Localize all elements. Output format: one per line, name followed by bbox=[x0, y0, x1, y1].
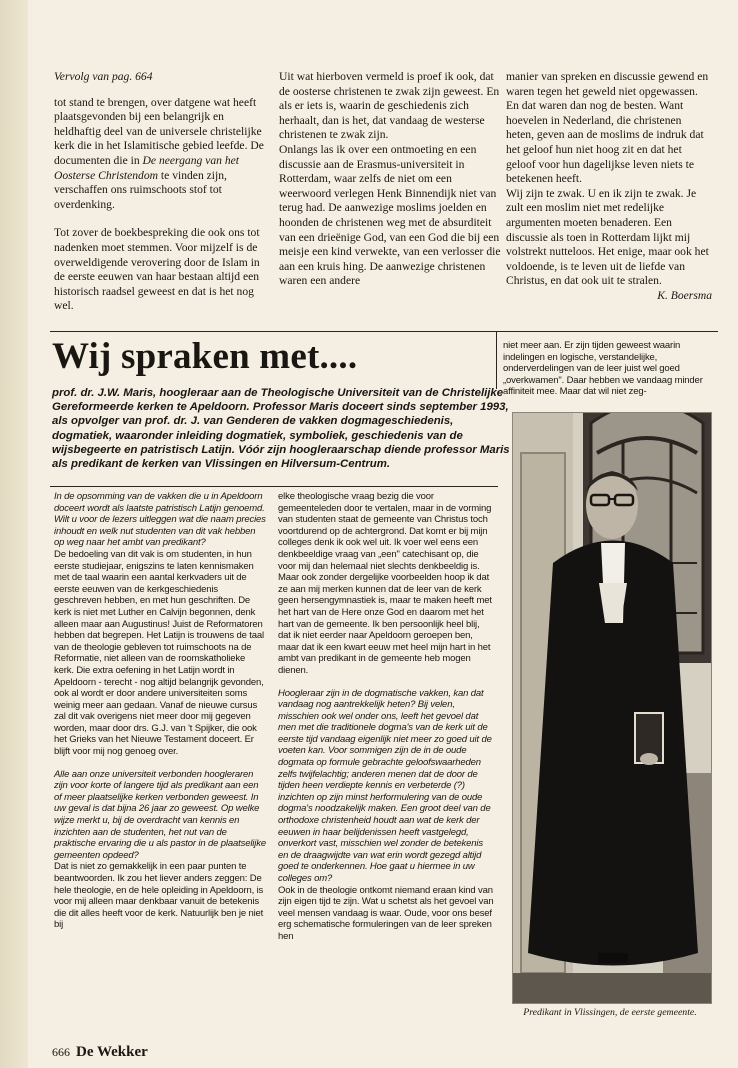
page-binding bbox=[0, 0, 28, 1068]
interview-column-1 bbox=[54, 491, 266, 931]
paragraph: Onlangs las ik over een ontmoeting en een discussie aan de Erasmus-universiteit in Rotterdam, waar zelfs de niet om een weerwoord verlegen Henk Binnendijk niet van terug had. De aanwezige moslims joelden en hoonden de christenen weg met de absurditeit van een drieënige God, van een God die bij een meisje een kind verwekte, van een verlosser die aan een kruis hing. De aanwezige christenen waren een andere bbox=[279, 142, 501, 288]
answer: elke theologische vraag bezig die voor gemeenteleden door te vertalen, maar in de vorming van studenten staat de gemeente van Christus toch voortdurend op de achtergrond. Dat komt er bij mijn colleges denk ik ook wel uit. Ik voer wel eens een denkbeeldige vraag van „een" catechisant op, die voor mij dan helemaal niet slechts denkbeeldig is. Maar ook zonder dergelijke voorbeelden hoop ik dat ze aan mij merken kunnen dat de leer van de kerk geen hersengymnastiek is, maar te maken heeft met het hart van de Here onze God en daarom met het hart van de gemeente. Ik ben persoonlijk heel blij, dat ik niet eerder naar Apeldoorn geroepen ben, maar dat ik een kwart eeuw met heel mijn hart in het ambt van predikant in de gemeente heb mogen dienen. bbox=[278, 491, 492, 676]
section-divider bbox=[50, 331, 718, 332]
author-signature: K. Boersma bbox=[657, 288, 712, 302]
article-lead: prof. dr. J.W. Maris, hoogleraar aan de Theologische Universiteit van de Christelijke Gereformeerde kerken te Apeldoorn. Professor Maris doceert sinds september 1993, als opvolger van prof. dr. J. van Genderen de vakken dogmageschiedenis, dogmatiek, waaronder inleiding dogmatiek, symboliek, geschiedenis van de wijsbegeerte en patristisch Latijn. Vóór zijn hoogleraarschap diende professor Maris als predikant de kerken van Vlissingen en Hilversum-Centrum. bbox=[52, 387, 510, 471]
page-footer bbox=[52, 1044, 148, 1061]
photo-caption: Predikant in Vlissingen, de eerste gemeente. bbox=[523, 1007, 697, 1018]
portrait-illustration bbox=[513, 413, 711, 1003]
paragraph bbox=[54, 96, 272, 213]
paragraph: manier van spreken en discussie gewend en waren tegen het geweld niet opgewassen. En dat waren dan nog de besten. Want hoevelen in Nederland, die christenen heten, geven aan de moslims de indruk dat het geloof hun niet hoog zit en dat het geloof voor hun dagelijkse leven niets te betekenen heeft. bbox=[506, 70, 709, 186]
answer: Ook in de theologie ontkomt niemand eraan kind van zijn eigen tijd te zijn. Wat u schetst als het gevoel van veel mensen vandaag is waar. Oude, voor ons besef erg schematische formuleringen van de leer spreken hen bbox=[278, 884, 494, 942]
column-3 bbox=[506, 70, 712, 304]
continued-note: Vervolg van pag. 664 bbox=[54, 70, 153, 83]
paragraph: Wij zijn te zwak. U en ik zijn te zwak. Je zult een moslim niet met redelijke argumenten moeten benaderen. Een discussie als toen in Rotterdam lijkt mij volstrekt nutteloos. Het enige, maar ook het voldoende, is te leven uit de liefde van Christus, en dat ook uit te stralen. bbox=[506, 186, 709, 288]
paragraph: Uit wat hierboven vermeld is proef ik ook, dat de oosterse christenen te zwak zijn geweest. En als er iets is, waarin de geschiedenis zich herhaalt, dan is het, dat vandaag de westerse christenen te zwak zijn. bbox=[279, 70, 500, 142]
answer: Dat is niet zo gemakkelijk in een paar punten te beantwoorden. Ik zou het liever anders zeggen: De hele theologie, en de hele opleiding in Apeldoorn, is voor mij alleen maar denkbaar vanuit de betekenis die dit alles heeft voor de kerk. Natuurlijk ben je niet bij bbox=[54, 861, 264, 931]
column-1 bbox=[54, 70, 272, 314]
column-divider bbox=[496, 331, 497, 389]
interview-column-3 bbox=[503, 340, 711, 398]
interview-column-2 bbox=[278, 491, 494, 943]
magazine-name: De Wekker bbox=[76, 1044, 148, 1060]
text: te vinden zijn, verschaffen ons ruimschoots stof tot overdenking. bbox=[54, 168, 227, 211]
page-number: 666 bbox=[52, 1045, 70, 1059]
paragraph: Tot zover de boekbespreking die ook ons tot nadenken moet stemmen. Voor mijzelf is de overweldigende verovering door de Islam in de eerste eeuwen van haar bestaan altijd een historisch raadsel geweest en dat is het nog wel. bbox=[54, 226, 260, 313]
lead-divider bbox=[50, 486, 498, 487]
answer: De bedoeling van dit vak is om studenten, in hun eerste studiejaar, enigszins te laten kennismaken met de taal waarin een aantal kerkvaders uit de eerste eeuwen van de kerkgeschiedenis geschreven hebben, en met hun geschriften. De kerk is niet met Luther en Calvijn begonnen, denk alleen maar aan Augustinus! Juist de Reformatoren hebben dat begrepen. Het Latijn is trouwens de taal van de theologie gebleven tot ruimschoots na de Reformatie, niet alleen van de roomskatholieke kerk. Die extra oefening in het Latijn wordt in Apeldoorn - terecht - nog altijd belangrijk gevonden, ook al wordt er door andere universiteiten soms weinig meer aan gedaan. Vanaf de nieuwe cursus zal dit vak overigens niet meer door mij gegeven worden, maar door drs. G.J. van 't Spijker, die ook het Grieks van het Nieuwe Testament doceert. Er blijft voor mij nog genoeg over. bbox=[54, 548, 264, 758]
question: In de opsomming van de vakken die u in Apeldoorn doceert wordt als laatste patristisch Latijn genoemd. Wilt u voor de lezers uitleggen wat die naam precies inhoudt en welk nut studenten van dit vak hebben op weg naar het ambt van predikant? bbox=[54, 491, 266, 549]
book-title: De neergang van het Oosterse Christendom bbox=[54, 153, 240, 182]
answer: niet meer aan. Er zijn tijden geweest waarin indelingen en logische, verstandelijke, onderverdelingen van de leer juist wel goed „overkwamen". Daar hebben we vandaag minder affiniteit mee. Maar dat wil niet zeg- bbox=[503, 340, 703, 398]
question: Alle aan onze universiteit verbonden hoogleraren zijn voor korte of langere tijd als predikant aan een of meer plaatselijke kerken verbonden geweest. In uw geval is dat bijna 26 jaar zo geweest. Op welke wijze merkt u, bij de overdracht van kennis en inzichten aan de studenten, het nut van de praktische ervaring die u als pastor in de plaatselijke gemeenten opdeed? bbox=[54, 768, 266, 861]
column-2 bbox=[279, 70, 501, 289]
article-headline: Wij spraken met.... bbox=[52, 336, 358, 377]
portrait-photo bbox=[512, 412, 712, 1004]
text: tot stand te brengen, over datgene wat heeft plaatsgevonden bij een belangrijk en heldhaftig deel van de universele christelijke kerk die in het Islamitische gebied leefde. De documenten die in bbox=[54, 95, 264, 167]
question: Hoogleraar zijn in de dogmatische vakken, kan dat vandaag nog aantrekkelijk heten? Bij velen, misschien ook wel onder ons, leeft het gevoel dat men met die traditionele dogma's van de kerk uit de eerste tijd vandaag eigenlijk niet meer zo goed uit de voeten kan. Voor sommigen zijn de in de oude dogmata op formule gebrachte geloofswaarheden zelfs twijfelachtig; anderen menen dat de door de tijden heen verdiepte kennis en verbeterde (?) inzichten op zijn minst herformulering van de oude dogma's noodzakelijk maken. Een groot deel van de orthodoxe christenheid houdt aan wat de kerk der eeuwen in haar belijdenissen heeft vastgelegd, onverkort vast, misschien wel zonder de betekenis en de draagwijdte van wat erin wordt gezegd altijd goed te onderkennen. Hoe gaat u hiermee in uw colleges om? bbox=[278, 687, 492, 884]
